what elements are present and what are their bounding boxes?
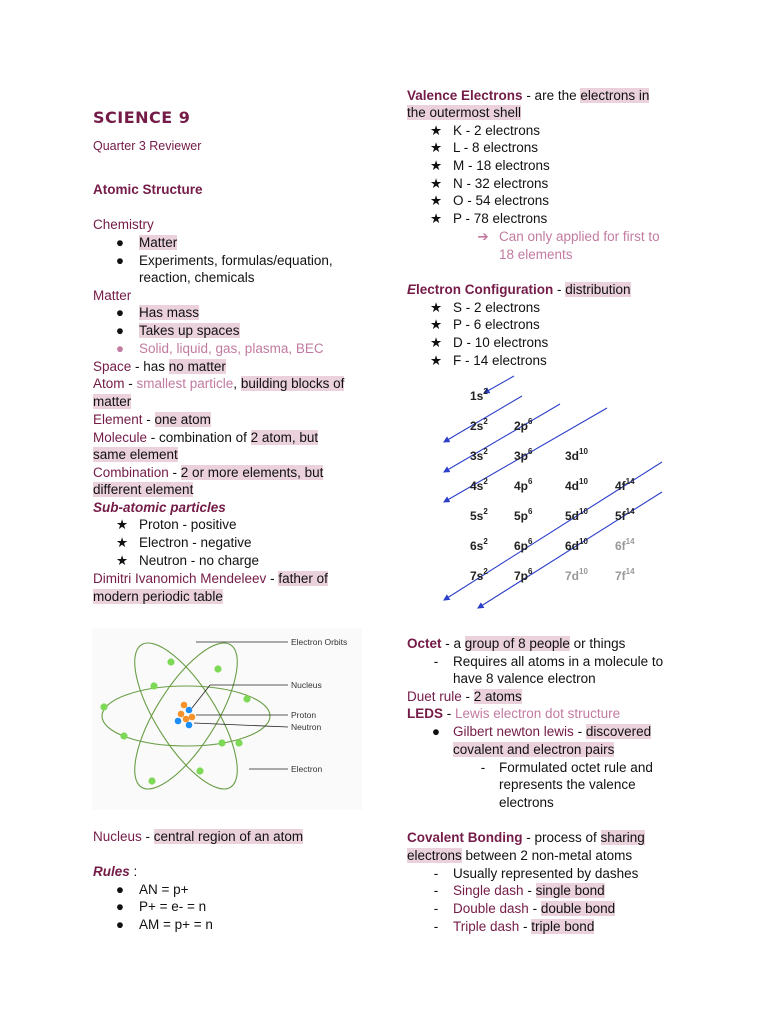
atom-definition: Atom - smallest particle, building blocks of	[93, 376, 345, 391]
orbital-name: 5s	[470, 509, 484, 523]
rule-item: AN = p+	[139, 882, 189, 897]
orbital-electrons: 2	[483, 387, 488, 396]
rule-item: AM = p+ = n	[139, 917, 213, 932]
covalent-definition: Covalent Bonding - process of sharing	[407, 830, 645, 845]
aufbau-diagram	[432, 372, 678, 614]
orbital-label	[615, 537, 635, 553]
star-bullet-icon: ★	[429, 335, 443, 350]
orbital-label	[615, 567, 635, 583]
star-bullet-icon: ★	[115, 553, 129, 568]
orbital-label	[514, 417, 533, 433]
matter-term: Matter	[93, 288, 132, 303]
orbital-name: 3p	[514, 449, 529, 463]
chem-item: reaction, chemicals	[139, 270, 255, 285]
bond-item: Double dash - double bond	[453, 901, 616, 916]
orbital-label	[470, 477, 488, 493]
octet-sub: Requires all atoms in a molecule to	[453, 654, 664, 669]
orbital-label	[514, 477, 533, 493]
orbital-electrons: 2	[483, 507, 488, 516]
lewis-sub-cont: electrons	[499, 795, 554, 810]
octet-sub-cont: have 8 valence electron	[453, 671, 596, 686]
element-definition: Element - one atom	[93, 412, 211, 427]
orbital-label	[470, 387, 488, 403]
matter-item: Has mass	[139, 305, 200, 320]
orbital-name: 5d	[565, 509, 580, 523]
orbital-name: 4s	[470, 479, 484, 493]
star-bullet-icon: ★	[429, 176, 443, 191]
rules-heading: Rules :	[93, 864, 138, 879]
shell-item: P - 78 electrons	[453, 211, 548, 226]
orbital-name: 7s	[470, 569, 484, 583]
bullet-dot-icon: ●	[115, 882, 125, 897]
orbital-name: 5f	[615, 509, 626, 523]
shell-item: K - 2 electrons	[453, 123, 541, 138]
orbital-name: 6p	[514, 539, 529, 553]
dash-bullet-icon: -	[433, 866, 439, 881]
orbital-name: 6f	[615, 539, 626, 553]
orbital-electrons: 10	[579, 477, 588, 486]
star-bullet-icon: ★	[429, 140, 443, 155]
page-title: SCIENCE 9	[93, 108, 191, 127]
atom-diagram	[92, 628, 362, 810]
shell-item: L - 8 electrons	[453, 140, 539, 155]
orbital-label	[470, 507, 488, 523]
chem-item: Matter	[139, 235, 178, 250]
orbital-label	[514, 447, 533, 463]
orbital-label	[565, 537, 588, 553]
orbital-label	[514, 567, 533, 583]
atom-definition-cont: matter	[93, 394, 132, 409]
shell-item: M - 18 electrons	[453, 158, 550, 173]
orbital-electrons: 2	[483, 477, 488, 486]
shell-item: N - 32 electrons	[453, 176, 549, 191]
star-bullet-icon: ★	[429, 300, 443, 315]
orbital-label	[514, 537, 533, 553]
sublevel-item: D - 10 electrons	[453, 335, 549, 350]
orbital-electrons: 6	[528, 447, 533, 456]
orbital-electrons: 14	[625, 537, 635, 546]
orbital-electrons: 2	[483, 537, 488, 546]
orbital-electrons: 10	[579, 447, 588, 456]
orbital-label	[470, 417, 488, 433]
dash-bullet-icon: -	[433, 654, 439, 669]
lewis-item-cont: covalent and electron pairs	[453, 742, 615, 757]
star-bullet-icon: ★	[429, 193, 443, 208]
lewis-sub: Formulated octet rule and	[499, 760, 653, 775]
bullet-dot-icon: ●	[115, 899, 125, 914]
shell-note-cont: 18 elements	[499, 247, 573, 262]
orbital-electrons: 10	[579, 537, 588, 546]
subatomic-item: Electron - negative	[139, 535, 252, 550]
orbital-label	[470, 567, 488, 583]
orbital-electrons: 10	[579, 567, 588, 576]
orbital-label	[565, 477, 588, 493]
star-bullet-icon: ★	[429, 158, 443, 173]
bullet-dot-icon: ●	[115, 323, 125, 338]
page-subtitle: Quarter 3 Reviewer	[93, 139, 202, 153]
orbital-label	[615, 507, 635, 523]
sublevel-item: P - 6 electrons	[453, 317, 540, 332]
orbital-electrons: 2	[483, 417, 488, 426]
orbital-electrons: 14	[625, 567, 635, 576]
bullet-dot-icon: ●	[431, 724, 441, 739]
diagram-label: Neutron	[291, 722, 322, 732]
subatomic-item: Proton - positive	[139, 517, 237, 532]
orbital-name: 3s	[470, 449, 484, 463]
chemistry-term: Chemistry	[93, 217, 154, 232]
orbital-label	[615, 477, 635, 493]
nucleus-definition: Nucleus - central region of an atom	[93, 829, 304, 844]
diagram-label: Proton	[291, 710, 317, 720]
orbital-name: 3d	[565, 449, 580, 463]
orbital-electrons: 6	[528, 477, 533, 486]
duet-definition: Duet rule - 2 atoms	[407, 689, 522, 704]
bullet-dot-icon: ●	[115, 235, 125, 250]
star-bullet-icon: ★	[115, 535, 129, 550]
star-bullet-icon: ★	[429, 353, 443, 368]
orbital-electrons: 6	[528, 507, 533, 516]
shell-note: Can only applied for first to	[499, 229, 660, 244]
orbital-electrons: 14	[625, 477, 635, 486]
sublevel-item: F - 14 electrons	[453, 353, 547, 368]
star-bullet-icon: ★	[115, 517, 129, 532]
orbital-name: 6s	[470, 539, 484, 553]
orbital-label	[470, 447, 488, 463]
chem-item: Experiments, formulas/equation,	[139, 253, 333, 268]
subatomic-heading: Sub-atomic particles	[93, 500, 226, 515]
octet-definition: Octet - a group of 8 people or things	[407, 636, 626, 651]
arrow-right-icon: ➔	[477, 229, 489, 244]
orbital-name: 7d	[565, 569, 580, 583]
lewis-sub-cont: represents the valence	[499, 777, 636, 792]
mendeleev-definition-cont: modern periodic table	[93, 589, 223, 604]
orbital-name: 4f	[615, 479, 626, 493]
orbital-electrons: 2	[483, 447, 488, 456]
bullet-dot-icon: ●	[115, 917, 125, 932]
lewis-item: Gilbert newton lewis - discovered	[453, 724, 652, 739]
atomic-structure-heading: Atomic Structure	[93, 182, 203, 197]
covalent-definition-cont: electrons between 2 non-metal atoms	[407, 848, 633, 863]
orbital-name: 5p	[514, 509, 529, 523]
orbital-label	[470, 537, 488, 553]
dash-bullet-icon: -	[433, 919, 439, 934]
orbital-label	[565, 447, 588, 463]
bond-item: Single dash - single bond	[453, 883, 605, 898]
orbital-electrons: 10	[579, 507, 588, 516]
orbital-label	[565, 567, 588, 583]
star-bullet-icon: ★	[429, 211, 443, 226]
matter-item: Takes up spaces	[139, 323, 240, 338]
dash-bullet-icon: -	[480, 760, 486, 775]
bullet-dot-icon: ●	[115, 253, 125, 268]
space-definition: Space - has no matter	[93, 359, 226, 374]
dash-bullet-icon: -	[433, 883, 439, 898]
orbital-name: 4d	[565, 479, 580, 493]
orbital-name: 4p	[514, 479, 529, 493]
molecule-definition-cont: same element	[93, 447, 178, 462]
orbital-name: 2s	[470, 419, 484, 433]
dash-bullet-icon: -	[433, 901, 439, 916]
shell-item: O - 54 electrons	[453, 193, 550, 208]
combination-definition-cont: different element	[93, 482, 194, 497]
orbital-name: 7p	[514, 569, 529, 583]
orbital-name: 7f	[615, 569, 626, 583]
diagram-label: Nucleus	[291, 680, 322, 690]
orbital-electrons: 6	[528, 537, 533, 546]
config-definition: Electron Configuration - distribution	[407, 282, 631, 297]
star-bullet-icon: ★	[429, 317, 443, 332]
matter-item: Solid, liquid, gas, plasma, BEC	[139, 341, 324, 356]
combination-definition: Combination - 2 or more elements, but	[93, 465, 324, 480]
bullet-dot-icon: ●	[115, 341, 125, 356]
orbital-label	[514, 507, 533, 523]
orbital-name: 1s	[470, 389, 484, 403]
bullet-dot-icon: ●	[115, 305, 125, 320]
orbital-electrons: 6	[528, 567, 533, 576]
subatomic-item: Neutron - no charge	[139, 553, 260, 568]
bond-item: Triple dash - triple bond	[453, 919, 595, 934]
orbital-electrons: 6	[528, 417, 533, 426]
rule-item: P+ = e- = n	[139, 899, 207, 914]
valence-definition: Valence Electrons - are the electrons in	[407, 88, 650, 103]
molecule-definition: Molecule - combination of 2 atom, but	[93, 430, 319, 445]
covalent-sub: Usually represented by dashes	[453, 866, 639, 881]
diagram-label: Electron Orbits	[291, 637, 348, 647]
orbital-electrons: 14	[625, 507, 635, 516]
aufbau-labels	[470, 387, 635, 583]
orbital-name: 6d	[565, 539, 580, 553]
valence-definition-cont: the outermost shell	[407, 105, 522, 120]
mendeleev-definition: Dimitri Ivanomich Mendeleev - father of	[93, 571, 328, 586]
orbital-electrons: 2	[483, 567, 488, 576]
sublevel-item: S - 2 electrons	[453, 300, 541, 315]
diagram-label: Electron	[291, 764, 323, 774]
star-bullet-icon: ★	[429, 123, 443, 138]
orbital-name: 2p	[514, 419, 529, 433]
orbital-label	[565, 507, 588, 523]
leds-definition: LEDS - Lewis electron dot structure	[407, 706, 621, 721]
